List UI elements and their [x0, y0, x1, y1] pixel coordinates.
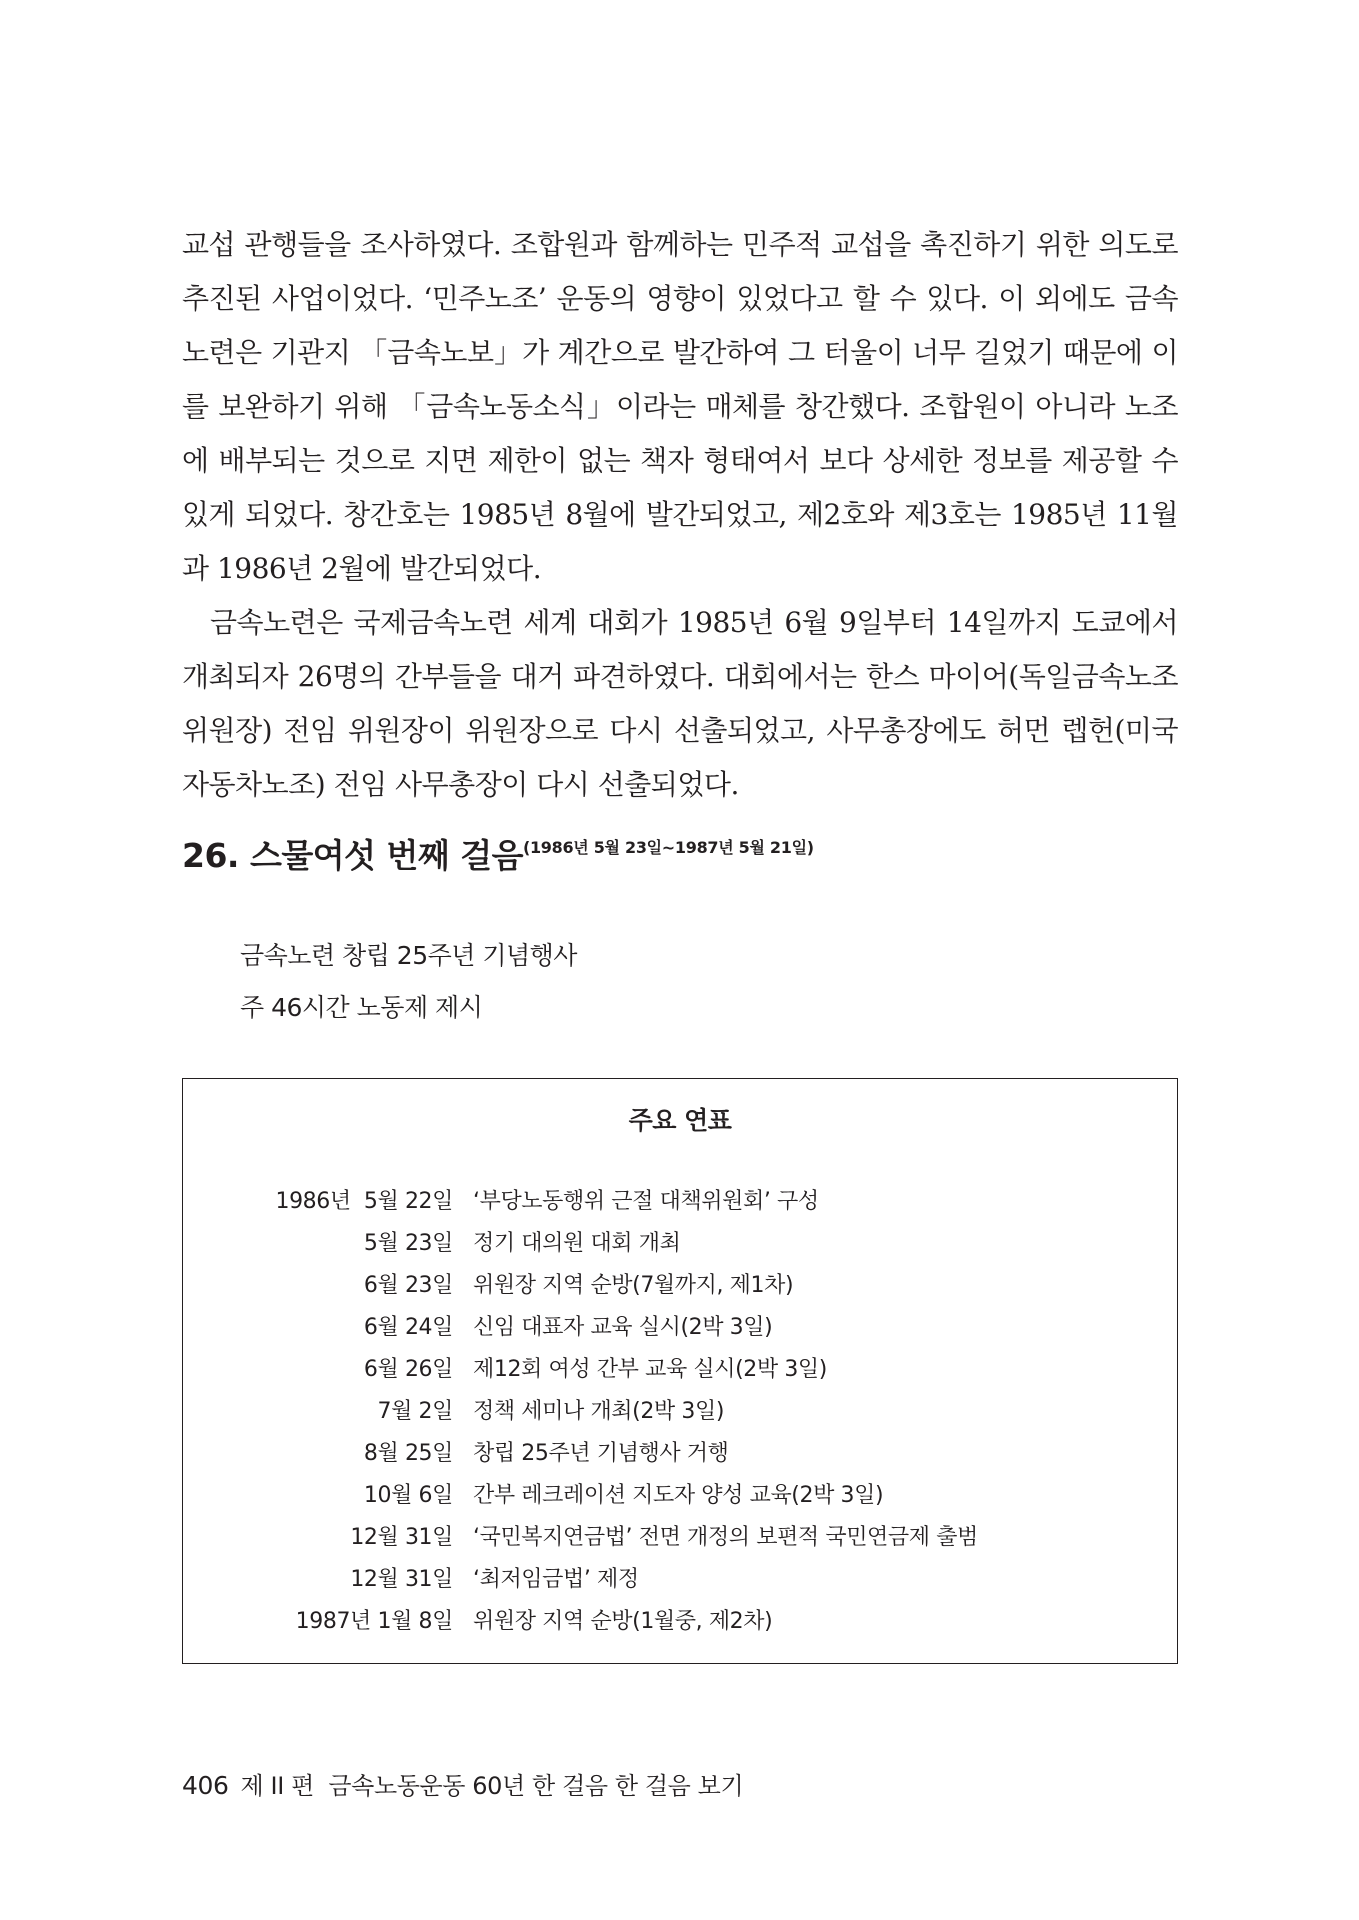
timeline-event: 위원장 지역 순방(1월중, 제2차): [473, 1609, 773, 1634]
timeline-row: [183, 1475, 1177, 1517]
timeline-event: 정책 세미나 개최(2박 3일): [473, 1399, 725, 1424]
timeline-event: 정기 대의원 대회 개최: [473, 1231, 681, 1256]
timeline-date: 6월 24일: [363, 1315, 453, 1340]
timeline-event: 제12회 여성 간부 교육 실시(2박 3일): [473, 1357, 827, 1382]
timeline-row: [183, 1181, 1177, 1223]
summary-item: 주 46시간 노동제 제시: [240, 993, 483, 1022]
timeline-rows: [183, 1181, 1177, 1643]
timeline-row: [183, 1223, 1177, 1265]
timeline-date: 1986년 5월 22일: [275, 1189, 453, 1214]
timeline-date: 6월 26일: [363, 1357, 453, 1382]
timeline-date: 5월 23일: [363, 1231, 453, 1256]
timeline-row: [183, 1601, 1177, 1643]
section-date-range: (1986년 5월 23일~1987년 5월 21일): [522, 838, 814, 857]
timeline-row: [183, 1559, 1177, 1601]
paragraph: 교섭 관행들을 조사하였다. 조합원과 함께하는 민주적 교섭을 촉진하기 위한 의도로 추진된 사업이었다. ‘민주노조’ 운동의 영향이 있었다고 할 수 있다. 이 외에도 금속노련은 기관지 「금속노보」가 계간으로 발간하여 그 터울이 너무 길었기 때문에 이를 보완하기 위해 「금속노동소식」이라는 매체를 창간했다. 조합원이 아니라 노조에 배부되는 것으로 지면 제한이 없는 책자 형태여서 보다 상세한 정보를 제공할 수 있게 되었다. 창간호는 1985년 8월에 발간되었고, 제2호와 제3호는 1985년 11월과 1986년 2월에 발간되었다.: [182, 228, 1178, 585]
timeline-event: 간부 레크레이션 지도자 양성 교육(2박 3일): [473, 1483, 884, 1508]
timeline-row: [183, 1391, 1177, 1433]
running-title: 제 II 편 금속노동운동 60년 한 걸음 한 걸음 보기: [240, 1772, 744, 1800]
timeline-date: 12월 31일: [350, 1567, 453, 1592]
timeline-event: 신임 대표자 교육 실시(2박 3일): [473, 1315, 773, 1340]
timeline-row: [183, 1517, 1177, 1559]
timeline-date: 8월 25일: [363, 1441, 453, 1466]
body-text: [182, 218, 1178, 812]
paragraph: 금속노련은 국제금속노련 세계 대회가 1985년 6월 9일부터 14일까지 도쿄에서 개최되자 26명의 간부들을 대거 파견하였다. 대회에서는 한스 마이어(독일금속노조 위원장) 전임 위원장이 위원장으로 다시 선출되었고, 사무총장에도 허먼 렙헌(미국자동차노조) 전임 사무총장이 다시 선출되었다.: [182, 606, 1178, 801]
timeline-date: 12월 31일: [350, 1525, 453, 1550]
timeline-date: 1987년 1월 8일: [295, 1609, 453, 1634]
timeline-row: [183, 1349, 1177, 1391]
timeline-date: 7월 2일: [377, 1399, 453, 1424]
timeline-event: 위원장 지역 순방(7월까지, 제1차): [473, 1273, 794, 1298]
timeline-row: [183, 1307, 1177, 1349]
timeline-row: [183, 1433, 1177, 1475]
timeline-row: [183, 1265, 1177, 1307]
timeline-event: ‘국민복지연금법’ 전면 개정의 보편적 국민연금제 출범: [473, 1525, 978, 1550]
summary-item: 금속노련 창립 25주년 기념행사: [240, 941, 577, 970]
timeline-event: ‘부당노동행위 근절 대책위원회’ 구성: [473, 1189, 819, 1214]
timeline-date: 10월 6일: [363, 1483, 453, 1508]
timeline-event: ‘최저임금법’ 제정: [473, 1567, 639, 1592]
section-summary: [240, 930, 577, 1034]
page-footer: [182, 1768, 743, 1804]
page-number: 406: [182, 1771, 229, 1800]
timeline-title: 주요 연표: [628, 1106, 732, 1135]
section-title-text: 26. 스물여섯 번째 걸음: [182, 836, 523, 875]
timeline-box: [182, 1078, 1178, 1664]
timeline-date: 6월 23일: [363, 1273, 453, 1298]
timeline-event: 창립 25주년 기념행사 거행: [473, 1441, 729, 1466]
section-title: [182, 826, 814, 878]
